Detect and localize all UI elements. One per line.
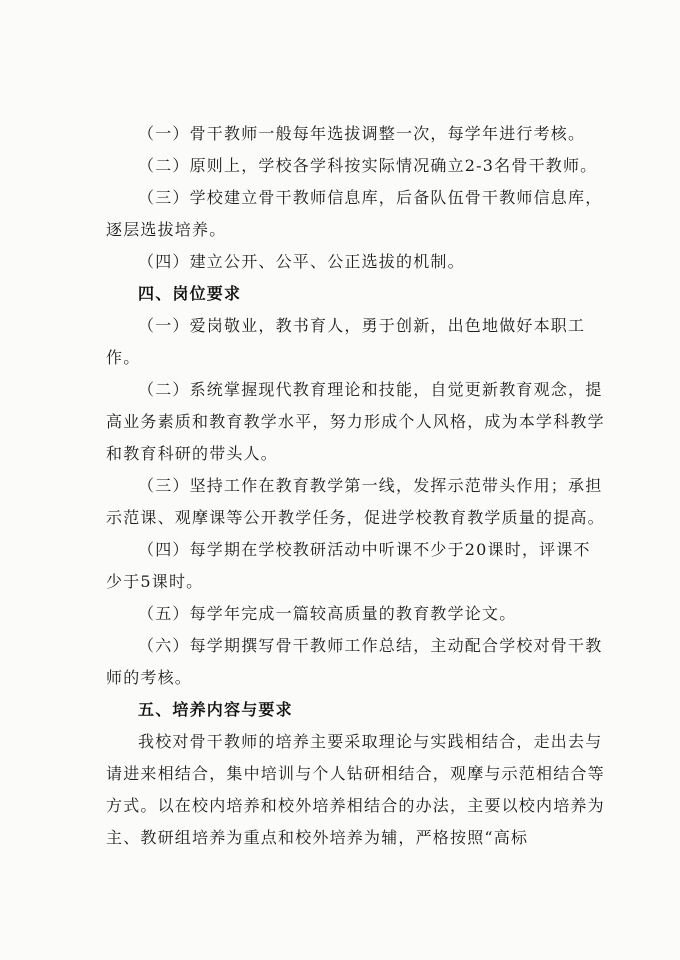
paragraph-4-4: （四）每学期在学校教研活动中听课不少于20课时，评课不少于5课时。 bbox=[106, 540, 591, 591]
paragraph-1-2: （二）原则上，学校各学科按实际情况确立2-3名骨干教师。 bbox=[138, 156, 598, 175]
section-heading-4: 四、岗位要求 bbox=[138, 284, 242, 303]
paragraph-5-1: 我校对骨干教师的培养主要采取理论与实践相结合，走出去与请进来相结合，集中培训与个人钻研相结合，观摩与示范相结合等方式。以在校内培养和校外培养相结合的办法，主要以校内培养为主、教研组培养为重点和校外培养为辅，严格按照“高标 bbox=[106, 732, 605, 847]
section-heading-5: 五、培养内容与要求 bbox=[138, 700, 293, 719]
paragraph-1-4: （四）建立公开、公平、公正选拔的机制。 bbox=[138, 252, 465, 271]
paragraph-1-1: （一）骨干教师一般每年选拔调整一次，每学年进行考核。 bbox=[138, 124, 586, 143]
paragraph-4-1: （一）爱岗敬业，教书育人，勇于创新，出色地做好本职工作。 bbox=[106, 316, 586, 367]
paragraph-4-6: （六）每学期撰写骨干教师工作总结，主动配合学校对骨干教师的考核。 bbox=[106, 636, 603, 687]
document-body bbox=[106, 118, 606, 854]
paragraph-1-3: （三）学校建立骨干教师信息库，后备队伍骨干教师信息库，逐层选拔培养。 bbox=[106, 188, 603, 239]
paragraph-4-3: （三）坚持工作在教育教学第一线，发挥示范带头作用；承担示范课、观摩课等公开教学任务，促进学校教育教学质量的提高。 bbox=[106, 476, 605, 527]
paragraph-4-5: （五）每学年完成一篇较高质量的教育教学论文。 bbox=[138, 604, 517, 623]
paragraph-4-2: （二）系统掌握现代教育理论和技能，自觉更新教育观念，提高业务素质和教育教学水平，努力形成个人风格，成为本学科教学和教育科研的带头人。 bbox=[106, 380, 605, 463]
